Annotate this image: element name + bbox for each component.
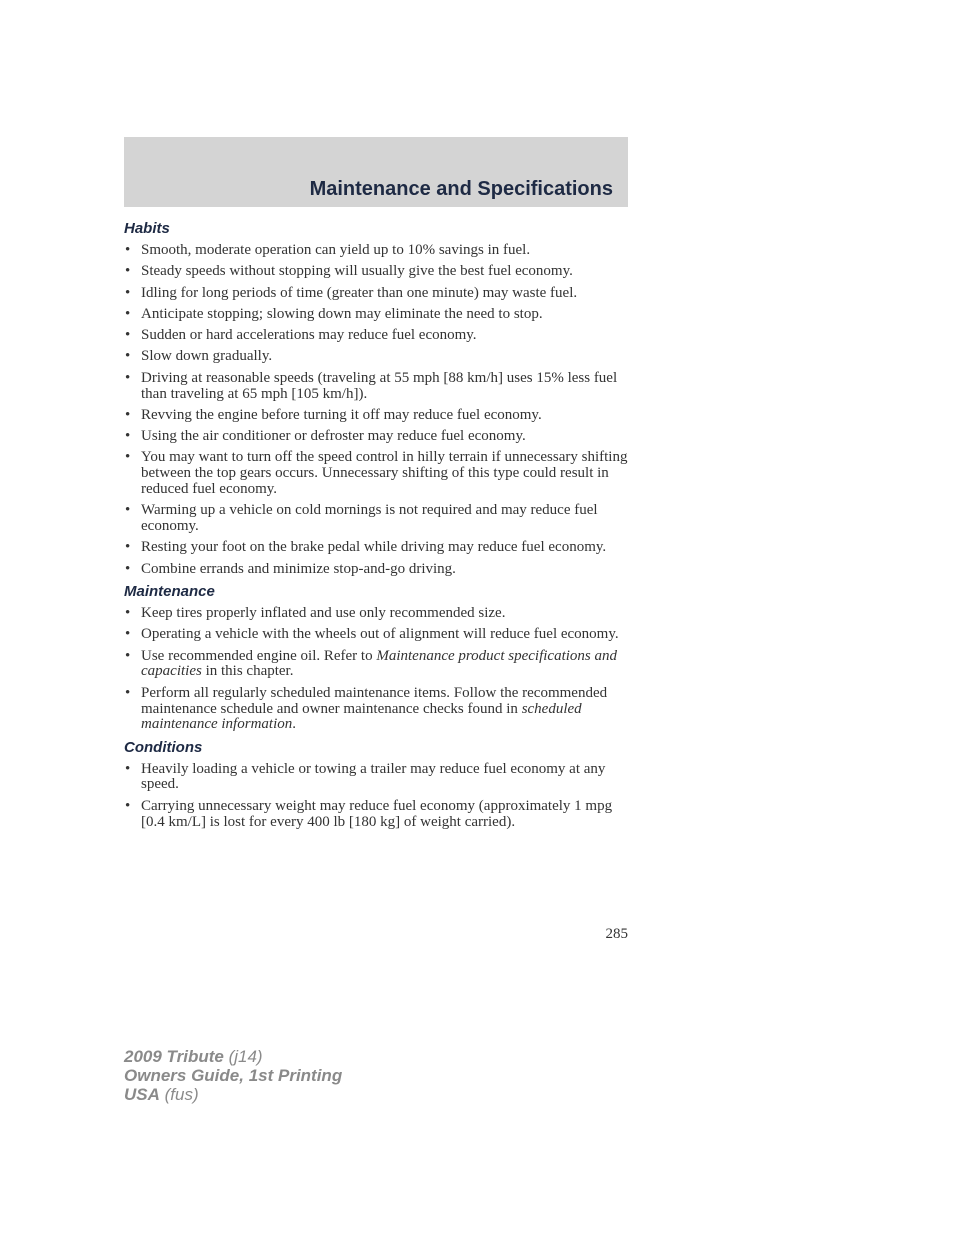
list-item: • Heavily loading a vehicle or towing a trailer may reduce fuel economy at any speed.: [124, 762, 630, 794]
habits-list: [124, 243, 630, 578]
section-heading-maintenance: Maintenance: [124, 583, 215, 601]
list-item: • Smooth, moderate operation can yield up to 10% savings in fuel.: [124, 243, 630, 259]
list-item: • Driving at reasonable speeds (traveling at 55 mph [88 km/h] uses 15% less fuel than traveling at 65 mph [105 km/h]).: [124, 371, 630, 403]
list-item: • Carrying unnecessary weight may reduce fuel economy (approximately 1 mpg [0.4 km/L] is lost for every 400 lb [180 kg] of weight carried).: [124, 799, 630, 831]
maintenance-list: [124, 606, 630, 733]
page-title: Maintenance and Specifications: [309, 178, 613, 200]
list-item: • Resting your foot on the brake pedal while driving may reduce fuel economy.: [124, 540, 630, 556]
section-maintenance: [124, 583, 630, 733]
list-item: • Idling for long periods of time (greater than one minute) may waste fuel.: [124, 286, 630, 302]
footer-line-2: Owners Guide, 1st Printing: [124, 1066, 343, 1085]
conditions-list: [124, 762, 630, 831]
section-habits: [124, 220, 630, 578]
footer-line-3: USA (fus): [124, 1085, 199, 1104]
section-conditions: [124, 739, 630, 831]
list-item: • Using the air conditioner or defroster may reduce fuel economy.: [124, 429, 630, 445]
header-band: [124, 137, 628, 207]
list-item: • Steady speeds without stopping will usually give the best fuel economy.: [124, 264, 630, 280]
list-item: • Slow down gradually.: [124, 349, 630, 365]
cross-reference: Maintenance product specifications and capacities: [141, 647, 617, 680]
page-number: 285: [605, 926, 628, 942]
list-item: • Anticipate stopping; slowing down may eliminate the need to stop.: [124, 307, 630, 323]
content: [124, 220, 630, 836]
list-item: • Revving the engine before turning it off may reduce fuel economy.: [124, 408, 630, 424]
list-item: • Combine errands and minimize stop-and-go driving.: [124, 562, 630, 578]
footer: [124, 1047, 342, 1104]
section-heading-conditions: Conditions: [124, 738, 203, 756]
list-item: • Use recommended engine oil. Refer to Maintenance product specifications and capacities in this chapter.: [124, 649, 630, 681]
cross-reference: scheduled maintenance information: [141, 700, 582, 733]
section-heading-habits: Habits: [124, 220, 170, 237]
list-item: • You may want to turn off the speed control in hilly terrain if unnecessary shifting between the top gears occurs. Unnecessary shifting of this type could result in reduced fuel economy.: [124, 450, 630, 497]
list-item: • Operating a vehicle with the wheels out of alignment will reduce fuel economy.: [124, 627, 630, 643]
footer-line-1: 2009 Tribute (j14): [124, 1047, 263, 1066]
list-item: • Sudden or hard accelerations may reduce fuel economy.: [124, 328, 630, 344]
list-item: • Warming up a vehicle on cold mornings is not required and may reduce fuel economy.: [124, 503, 630, 535]
list-item: • Perform all regularly scheduled maintenance items. Follow the recommended maintenance schedule and owner maintenance checks found in scheduled maintenance information.: [124, 686, 630, 733]
list-item: • Keep tires properly inflated and use only recommended size.: [124, 606, 630, 622]
